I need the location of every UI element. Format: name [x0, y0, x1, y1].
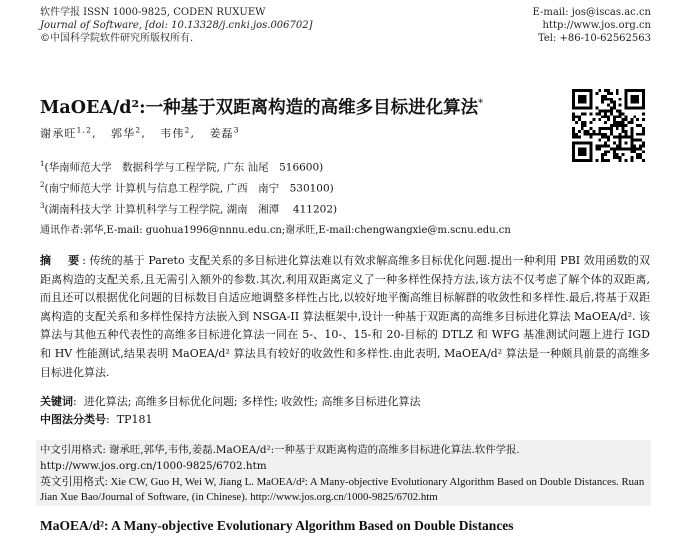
affiliation: $^1$(华南师范大学 数据科学与工程学院, 广东 汕尾 516600) — [40, 160, 324, 174]
keywords: 关键词: 进化算法; 高维多目标优化问题; 多样性; 收敛性; 高维多目标进化算法 — [40, 395, 421, 408]
author: 姜磊$^3$ — [209, 125, 240, 140]
keywords-text: 进化算法; 高维多目标优化问题; 多样性; 收敛性; 高维多目标进化算法 — [83, 395, 421, 408]
paper-title — [40, 94, 483, 119]
keywords-label: 关键词 — [40, 395, 73, 408]
citation-chinese: 中文引用格式: 谢承旺,郭华,韦伟,姜磊.MaOEA/d²:一种基于双距离构造的高维多目标进化算法.软件学报. http://www.jos.org.cn/1000-9825/6702.htm — [36, 440, 651, 475]
journal-contact — [533, 6, 652, 45]
author: 谢承旺$^{1,2}$ — [40, 125, 93, 140]
clc-number: 中图法分类号: TP181 — [40, 413, 153, 426]
author-list: 谢承旺$^{1,2}$, 郭华$^2$, 韦伟$^2$, 姜磊$^3$ — [40, 125, 240, 140]
abstract-text: 传统的基于 Pareto 支配关系的多目标进化算法难以有效求解高维多目标优化问题.提出一种利用 PBI 效用函数的双距离构造的支配关系,且无需引入额外的参数.其次,利用双距离定义了一种多样性保持方法,该方法不仅考虑了解个体的双距离,而且还可以根据优化问题的目标数目自适应地调整多样性占比,以较好地平衡高维目标解群的收敛性和多样性.最后,将基于双距离构造的支配关系和多样性保持方法嵌入到 NSGA-II 算法框架中,设计一种基于双距离的高维多目标进化算法 MaOEA/d². 该算法与其他五种代表性的高维多目标进化算法一同在 5-、10-、15-和 20-目标的 DTLZ 和 WFG 基准测试问题上进行 IGD 和 HV 性能测试,结果表明 MaOEA/d² 算法具有较好的收敛性和多样性.由此表明, MaOEA/d² 算法是一种颇具前景的高维多目标进化算法. — [40, 254, 650, 379]
abstract-label: 摘 要 — [40, 254, 83, 267]
copyright: ©中国科学院软件研究所版权所有. — [40, 33, 194, 44]
qr-code-icon — [572, 89, 645, 162]
citation-english: 英文引用格式: Xie CW, Guo H, Wei W, Jiang L. MaOEA/d²: A Many-objective Evolutionary Algorithm Based on Double Distances. Ruan Jian Xue Bao/Journal of Software, (in Chinese). http://www.jos.org.cn/1000-9825/6702.htm — [36, 473, 651, 506]
journal-doi: Journal of Software, [doi: 10.13328/j.cnki.jos.006702] — [40, 20, 313, 31]
affiliation: $^3$(湖南科技大学 计算机科学与工程学院, 湖南 湘潭 411202) — [40, 202, 338, 216]
author: 郭华$^2$ — [110, 125, 142, 140]
author: 韦伟$^2$ — [160, 125, 191, 140]
english-title: MaOEA/d²: A Many-objective Evolutionary Algorithm Based on Double Distances — [40, 518, 514, 533]
journal-issn: 软件学报 ISSN 1000-9825, CODEN RUXUEW — [40, 7, 266, 18]
corresponding-author: 通讯作者:郭华,E-mail: guohua1996@nnnu.edu.cn;谢承旺,E-mail:chengwangxie@m.scnu.edu.cn — [40, 225, 511, 236]
title-footnote-mark: * — [478, 98, 484, 110]
abstract: 摘 要: 传统的基于 Pareto 支配关系的多目标进化算法难以有效求解高维多目标优化问题.提出一种利用 PBI 效用函数的双距离构造的支配关系,且无需引入额外的参数.其次,利用双距离定义了一种多样性保持方法,该方法不仅考虑了解个体的双距离,而且还可以根据优化问题的目标数目自适应地调整多样性占比,以较好地平衡高维目标解群的收敛性和多样性.最后,将基于双距离构造的支配关系和多样性保持方法嵌入到 NSGA-II 算法框架中,设计一种基于双距离的高维多目标进化算法 MaOEA/d². 该算法与其他五种代表性的高维多目标进化算法一同在 5-、10-、15-和 20-目标的 DTLZ 和 WFG 基准测试问题上进行 IGD 和 HV 性能测试,结果表明 MaOEA/d² 算法具有较好的收敛性和多样性.由此表明, MaOEA/d² 算法是一种颇具前景的高维多目标进化算法. — [40, 254, 650, 379]
journal-email[interactable]: E-mail: jos@iscas.ac.cn — [532, 7, 651, 18]
clc-value: TP181 — [116, 413, 153, 426]
affiliation: $^2$(南宁师范大学 计算机与信息工程学院, 广西 南宁 530100) — [40, 181, 334, 195]
journal-website[interactable]: http://www.jos.org.cn — [542, 20, 651, 31]
clc-label: 中图法分类号 — [40, 413, 106, 426]
paper-title-text: MaOEA/d²:一种基于双距离构造的高维多目标进化算法 — [40, 98, 479, 118]
journal-header — [40, 6, 313, 45]
journal-tel: Tel: +86-10-62562563 — [537, 33, 651, 44]
